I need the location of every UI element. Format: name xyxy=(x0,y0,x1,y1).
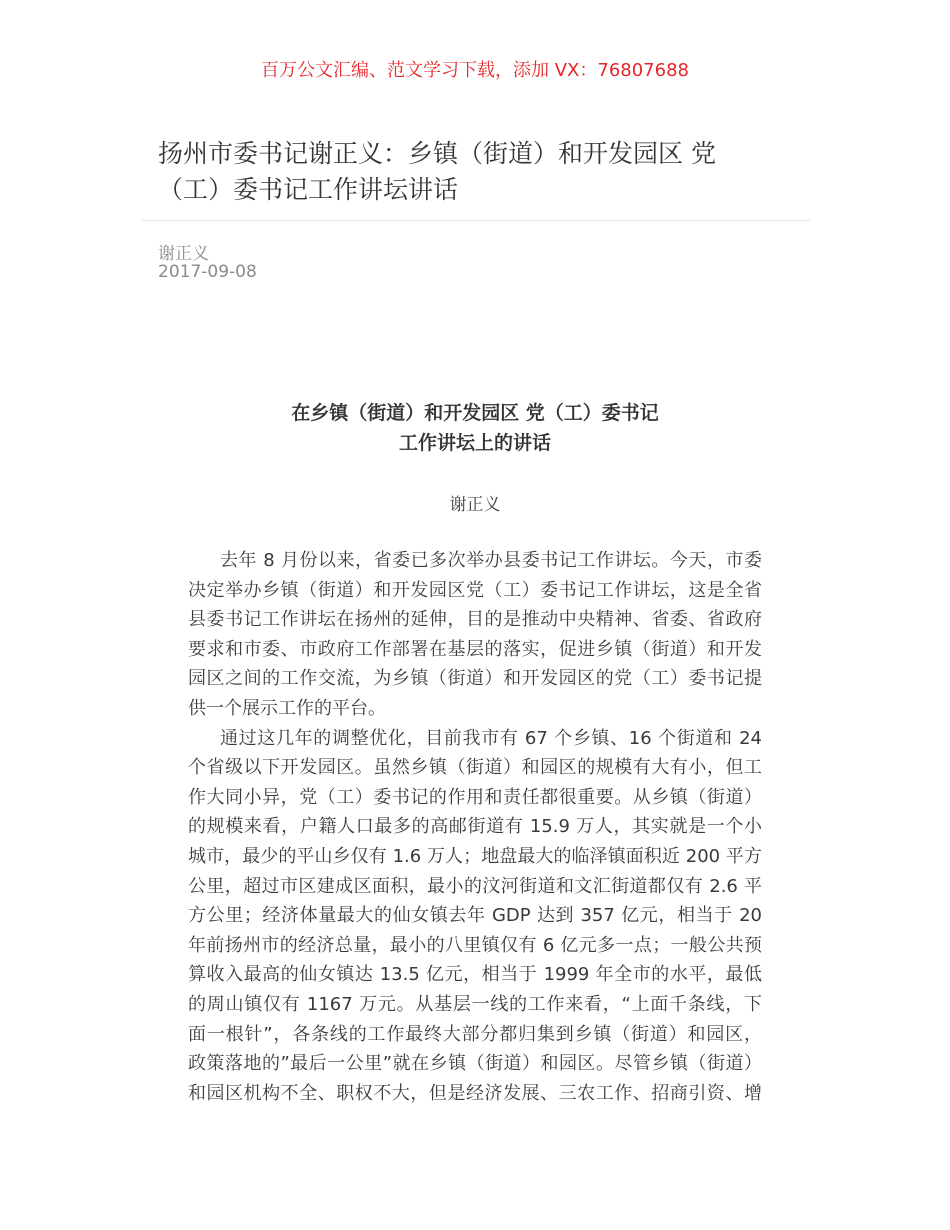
text-line: 决定举办乡镇（街道）和开发园区党（工）委书记工作讲坛，这是全省 xyxy=(188,579,762,601)
paragraph xyxy=(188,546,762,724)
heading-line: 在乡镇（街道）和开发园区 党（工）委书记 xyxy=(291,402,659,424)
article-title xyxy=(158,136,778,208)
title-line: 扬州市委书记谢正义：乡镇（街道）和开发园区 党 xyxy=(158,139,716,168)
text-line: 算收入最高的仙女镇达 13.5 亿元，相当于 1999 年全市的水平，最低 xyxy=(188,964,762,986)
text-line: 和园区机构不全、职权不大，但是经济发展、三农工作、招商引资、增 xyxy=(188,1082,762,1104)
text-line: 作大同小异，党（工）委书记的作用和责任都很重要。从乡镇（街道） xyxy=(188,786,762,808)
paragraph xyxy=(188,724,762,1109)
text-line: 去年 8 月份以来，省委已多次举办县委书记工作讲坛。今天，市委 xyxy=(220,550,762,571)
text-line: 园区之间的工作交流，为乡镇（街道）和开发园区的党（工）委书记提 xyxy=(188,668,762,690)
text-line: 政策落地的”最后一公里”就在乡镇（街道）和园区。尽管乡镇（街道） xyxy=(188,1053,762,1075)
text-line: 面一根针”，各条线的工作最终大部分都归集到乡镇（街道）和园区， xyxy=(188,1023,762,1045)
text-line: 年前扬州市的经济总量，最小的八里镇仅有 6 亿元多一点；一般公共预 xyxy=(188,934,762,956)
article-author: 谢正义 xyxy=(158,244,209,264)
speech-body xyxy=(188,546,762,1108)
speech-heading xyxy=(0,398,950,458)
text-line: 通过这几年的调整优化，目前我市有 67 个乡镇、16 个街道和 24 xyxy=(220,727,762,749)
text-line: 要求和市委、市政府工作部署在基层的落实，促进乡镇（街道）和开发 xyxy=(188,638,762,660)
text-line: 县委书记工作讲坛在扬州的延伸，目的是推动中央精神、省委、省政府 xyxy=(188,609,762,631)
heading-line: 工作讲坛上的讲话 xyxy=(398,432,551,454)
promo-banner: 百万公文汇编、范文学习下载，添加 VX：76807688 xyxy=(261,60,689,81)
divider xyxy=(142,220,810,221)
title-line: （工）委书记工作讲坛讲话 xyxy=(158,175,459,204)
text-line: 城市，最少的平山乡仅有 1.6 万人；地盘最大的临泽镇面积近 200 平方 xyxy=(188,845,762,867)
speaker-name: 谢正义 xyxy=(449,495,501,515)
text-line: 个省级以下开发园区。虽然乡镇（街道）和园区的规模有大有小，但工 xyxy=(188,757,762,779)
text-line: 的周山镇仅有 1167 万元。从基层一线的工作来看，“上面千条线，下 xyxy=(188,993,762,1015)
text-line: 方公里；经济体量最大的仙女镇去年 GDP 达到 357 亿元，相当于 20 xyxy=(188,905,762,927)
text-line: 的规模来看，户籍人口最多的高邮街道有 15.9 万人，其实就是一个小 xyxy=(188,816,762,838)
text-line: 供一个展示工作的平台。 xyxy=(188,697,386,719)
text-line: 公里，超过市区建成区面积，最小的汶河街道和文汇街道都仅有 2.6 平 xyxy=(188,875,762,897)
article-date: 2017-09-08 xyxy=(158,262,257,282)
